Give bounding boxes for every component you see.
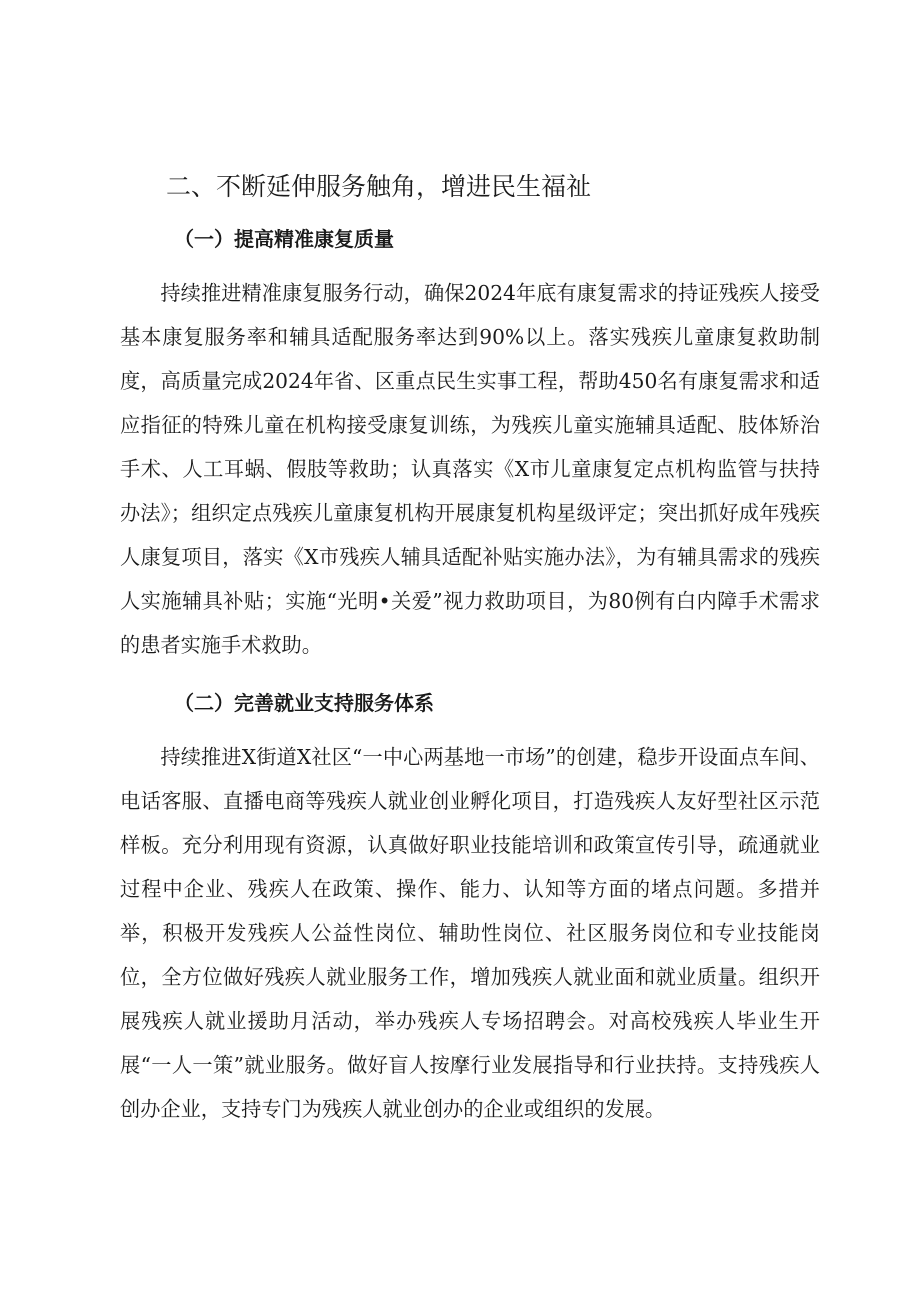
document-body	[120, 163, 820, 1131]
subsection-heading-rehabilitation: （一）提高精准康复质量	[174, 227, 394, 251]
section-heading: 二、不断延伸服务触角，增进民生福祉	[166, 172, 592, 201]
paragraph-employment: 持续推进X街道X社区“一中心两基地一市场”的创建，稳步开设面点车间、电话客服、直播电商等残疾人就业创业孵化项目，打造残疾人友好型社区示范样板。充分利用现有资源，认真做好职业技能培训和政策宣传引导，疏通就业过程中企业、残疾人在政策、操作、能力、认知等方面的堵点问题。多措并举，积极开发残疾人公益性岗位、辅助性岗位、社区服务岗位和专业技能岗位，全方位做好残疾人就业服务工作，增加残疾人就业面和就业质量。组织开展残疾人就业援助月活动，举办残疾人专场招聘会。对高校残疾人毕业生开展“一人一策”就业服务。做好盲人按摩行业发展指导和行业扶持。支持残疾人创办企业，支持专门为残疾人就业创办的企业或组织的发展。	[120, 745, 820, 1121]
subsection-heading-employment: （二）完善就业支持服务体系	[174, 691, 434, 715]
paragraph-rehabilitation: 持续推进精准康复服务行动，确保2024年底有康复需求的持证残疾人接受基本康复服务率和辅具适配服务率达到90%以上。落实残疾儿童康复救助制度，高质量完成2024年省、区重点民生实事工程，帮助450名有康复需求和适应指征的特殊儿童在机构接受康复训练，为残疾儿童实施辅具适配、肢体矫治手术、人工耳蜗、假肢等救助；认真落实《X市儿童康复定点机构监管与扶持办法》；组织定点残疾儿童康复机构开展康复机构星级评定；突出抓好成年残疾人康复项目，落实《X市残疾人辅具适配补贴实施办法》，为有辅具需求的残疾人实施辅具补贴；实施“光明•关爱”视力救助项目，为80例有白内障手术需求的患者实施手术救助。	[120, 281, 820, 657]
